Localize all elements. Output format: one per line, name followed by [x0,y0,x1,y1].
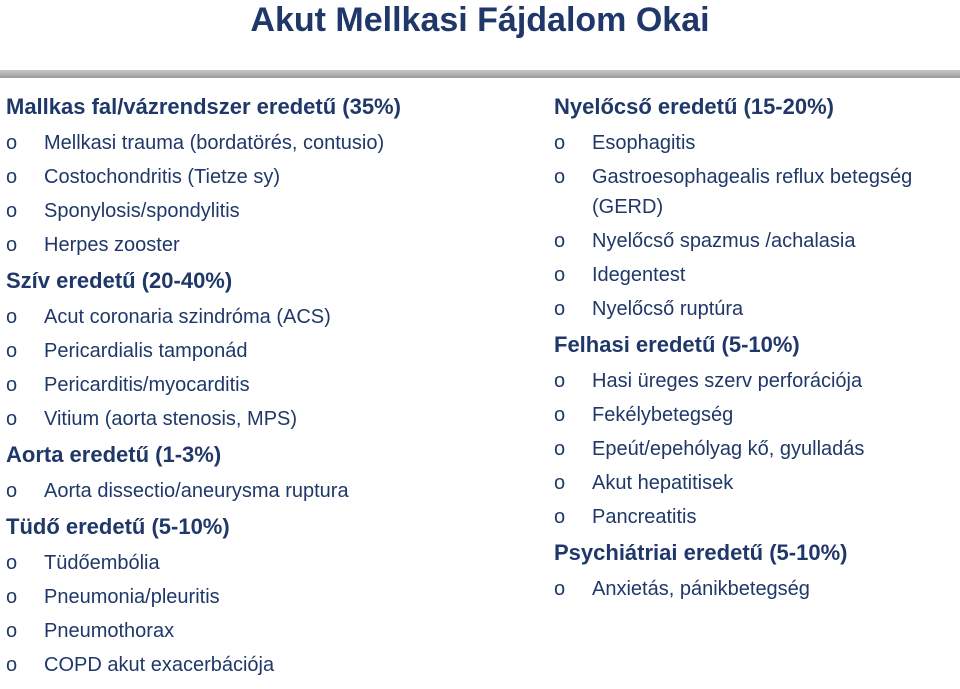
section-heading: Tüdő eredetű (5-10%) [6,514,230,539]
left-column [6,88,536,682]
section-tudo [6,508,536,682]
bullet-marker: o [6,480,18,502]
list-item-text: Mellkasi trauma (bordatörés, contusio) [44,132,385,154]
list-item [554,500,958,534]
list-item-text: Pneumothorax [44,620,175,642]
bullet-marker: o [554,438,566,460]
section-heading: Psychiátriai eredetű (5-10%) [554,540,848,565]
bullet-marker: o [6,408,18,430]
bullet-marker: o [554,166,566,188]
list-item [554,160,958,224]
bullet-list [554,364,958,534]
list-item [6,160,536,194]
section-heading: Aorta eredetű (1-3%) [6,442,222,467]
bullet-marker: o [6,620,18,642]
list-item [554,258,958,292]
list-item [554,572,958,606]
bullet-marker: o [554,230,566,252]
list-item-text: Esophagitis [592,132,696,154]
bullet-marker: o [6,234,18,256]
list-item-text: Sponylosis/spondylitis [44,200,240,222]
list-item [6,228,536,262]
list-item-text: Akut hepatitisek [592,472,734,494]
list-item [554,224,958,258]
list-item [6,580,536,614]
section-heading: Szív eredetű (20-40%) [6,268,233,293]
bullet-marker: o [6,306,18,328]
list-item-text: Gastroesophagealis reflux betegség (GERD) [592,166,913,218]
list-item-text: Pneumonia/pleuritis [44,586,220,608]
list-item-text: Pancreatitis [592,506,697,528]
right-column [554,88,958,606]
list-item [6,300,536,334]
bullet-list [554,126,958,326]
list-item-text: Pericardialis tamponád [44,340,248,362]
list-item [554,466,958,500]
list-item [6,194,536,228]
list-item-text: Fekélybetegség [592,404,734,426]
section-aorta [6,436,536,508]
list-item [6,648,536,682]
list-item [6,614,536,648]
bullet-marker: o [6,654,18,676]
section-felhasi [554,326,958,534]
bullet-marker: o [6,132,18,154]
bullet-marker: o [554,578,566,600]
bullet-marker: o [6,586,18,608]
bullet-marker: o [554,298,566,320]
list-item-text: Aorta dissectio/aneurysma ruptura [44,480,349,502]
section-heading: Mallkas fal/vázrendszer eredetű (35%) [6,94,401,119]
list-item-text: Nyelőcső ruptúra [592,298,744,320]
list-item [554,432,958,466]
bullet-marker: o [554,404,566,426]
bullet-marker: o [6,200,18,222]
list-item-text: Acut coronaria szindróma (ACS) [44,306,331,328]
list-item [554,126,958,160]
list-item [6,126,536,160]
section-psychiatriai [554,534,958,606]
list-item [6,334,536,368]
list-item-text: Hasi üreges szerv perforációja [592,370,863,392]
bullet-list [6,126,536,262]
list-item-text: Nyelőcső spazmus /achalasia [592,230,856,252]
bullet-marker: o [6,552,18,574]
list-item [554,398,958,432]
bullet-list [6,474,536,508]
bullet-marker: o [554,506,566,528]
section-mellkasfal [6,88,536,262]
bullet-marker: o [554,370,566,392]
bullet-marker: o [554,264,566,286]
title-divider [0,70,960,78]
list-item-text: Pericarditis/myocarditis [44,374,250,396]
bullet-list [554,572,958,606]
bullet-list [6,300,536,436]
list-item [6,546,536,580]
bullet-marker: o [554,472,566,494]
bullet-marker: o [6,166,18,188]
bullet-marker: o [554,132,566,154]
section-sziv [6,262,536,436]
bullet-marker: o [6,340,18,362]
page-title: Akut Mellkasi Fájdalom Okai [250,1,710,39]
list-item-text: COPD akut exacerbációja [44,654,275,676]
section-heading: Felhasi eredetű (5-10%) [554,332,800,357]
list-item-text: Epeút/epehólyag kő, gyulladás [592,438,865,460]
list-item-text: Vitium (aorta stenosis, MPS) [44,408,298,430]
section-nyelocso [554,88,958,326]
list-item-text: Costochondritis (Tietze sy) [44,166,280,188]
section-heading: Nyelőcső eredetű (15-20%) [554,94,834,119]
list-item-text: Tüdőembólia [44,552,160,574]
list-item-text: Herpes zooster [44,234,180,256]
list-item-text: Idegentest [592,264,686,286]
list-item [6,368,536,402]
list-item [554,364,958,398]
list-item [6,474,536,508]
bullet-marker: o [6,374,18,396]
bullet-list [6,546,536,682]
list-item-text: Anxietás, pánikbetegség [592,578,810,600]
list-item [6,402,536,436]
list-item [554,292,958,326]
